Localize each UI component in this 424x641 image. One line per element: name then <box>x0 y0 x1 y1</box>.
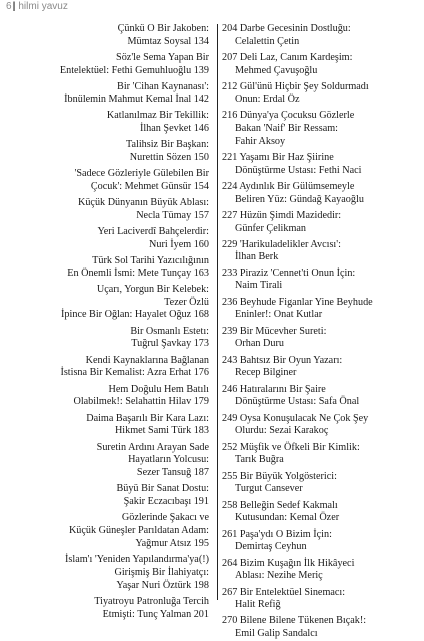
toc-entry-line: Fahir Aksoy <box>235 135 286 147</box>
toc-entry-line: Olurdu: Sezai Karakoç <box>235 425 329 437</box>
toc-entry-line: Olabilmek!: Selahattin Hilav 179 <box>73 396 209 408</box>
toc-entry <box>222 110 422 136</box>
toc-entry-line: Küçük Dünyanın Büyük Ablası: <box>77 196 209 208</box>
toc-entry-line: Etmişti: Tunç Yalman 201 <box>102 608 209 620</box>
toc-entry-line: Beliren Yüz: Gündağ Kayaoğlu <box>235 193 364 205</box>
toc-entry-line: 229 'Harikuladelikler Avcısı': <box>222 238 341 250</box>
toc-entry-line: 258 Belleğin Sedef Kakmalı <box>222 499 338 511</box>
toc-entry-line: 'Sadece Gözleriyle Gülebilen Bir <box>74 167 209 179</box>
toc-entry-line: Demirtaş Ceyhun <box>235 541 307 553</box>
toc-entry-line: Kendi Kaynaklarına Bağlanan <box>85 354 209 366</box>
toc-entry <box>0 384 209 410</box>
toc-entry-line: 239 Bir Mücevher Sureti: <box>222 325 327 337</box>
toc-entry <box>222 81 422 107</box>
toc-entry-line: 252 Müşfik ve Öfkeli Bir Kimlik: <box>222 441 360 453</box>
toc-entry <box>222 136 422 149</box>
toc-entry-line: Sezer Tansuğ 187 <box>136 467 209 479</box>
toc-entry-line: Naim Tirali <box>235 280 283 292</box>
toc-entry <box>0 23 209 49</box>
toc-entry <box>222 23 422 49</box>
toc-entry-line: İlhan Şevket 146 <box>139 122 209 134</box>
toc-entry <box>0 284 209 310</box>
toc-entry <box>0 168 209 194</box>
toc-entry <box>222 210 422 236</box>
toc-entry-line: Mehmed Çavuşoğlu <box>235 64 318 76</box>
toc-entry <box>222 326 422 352</box>
toc-entry-line: Eninler!: Onat Kutlar <box>235 309 323 321</box>
toc-entry-line: 207 Deli Laz, Canım Kardeşim: <box>222 51 353 63</box>
toc-entry <box>222 615 422 641</box>
toc-entry-line: Halit Refiğ <box>235 599 281 611</box>
toc-entry-line: Çünkü O Bir Jakoben: <box>117 23 209 34</box>
toc-entry <box>0 81 209 107</box>
toc-entry-line: 243 Bahtsız Bir Oyun Yazarı: <box>222 354 343 366</box>
toc-entry-line: Gözlerinde Şakacı ve <box>121 512 209 524</box>
toc-entry-line: Necla Tümay 157 <box>136 209 209 221</box>
toc-entry-line: 216 Dünya'ya Çocuksu Gözlerle <box>222 109 355 121</box>
toc-entry-line: Katlanılmaz Bir Tekillik: <box>106 109 209 121</box>
toc-entry-line: Tiyatroyu Patronluğa Tercih <box>94 595 209 607</box>
toc-entry-line: Tuğrul Şavkay 173 <box>131 338 209 350</box>
toc-entry-line: 261 Paşa'ydı O Bizim İçin: <box>222 528 332 540</box>
header-separator-icon: | <box>12 1 16 12</box>
toc-entry <box>0 538 209 551</box>
toc-entry <box>0 483 209 509</box>
toc-entry-line: Bakan 'Naif' Bir Ressam: <box>235 122 338 134</box>
toc-entry <box>0 413 209 439</box>
toc-entry <box>222 558 422 584</box>
toc-entry-line: Hem Doğulu Hem Batılı <box>108 383 209 395</box>
toc-entry <box>222 471 422 497</box>
toc-entry-line: Büyü Bir Sanat Dostu: <box>116 483 209 495</box>
toc-entry <box>222 413 422 439</box>
toc-entry-line: Dönüştürme Ustası: Safa Önal <box>235 396 360 408</box>
toc-entry <box>222 587 422 613</box>
toc-entry-line: 224 Aydınlık Bir Gülümsemeyle <box>222 180 355 192</box>
toc-entry-line: Tarık Buğra <box>235 454 284 466</box>
toc-right-column <box>222 23 422 641</box>
toc-entry <box>222 529 422 555</box>
toc-entry-line: Nurettin Sözen 150 <box>129 151 209 163</box>
page-number: 6 <box>6 1 12 12</box>
toc-entry <box>0 355 209 381</box>
toc-entry-line: Çocuk': Mehmet Günsür 154 <box>90 180 209 192</box>
book-author: hilmi yavuz <box>18 1 68 12</box>
toc-entry-line: Orhan Duru <box>235 338 284 350</box>
toc-entry-line: Daima Başarılı Bir Kara Lazı: <box>86 412 209 424</box>
toc-entry-line: Girişmiş Bir İlahiyatçı: <box>114 566 209 578</box>
toc-entry-line: 233 Piraziz 'Cennet'ti Onun İçin: <box>222 267 356 279</box>
toc-entry-line: Hayatların Yolcusu: <box>128 454 209 466</box>
toc-entry-line: Emil Galip Sandalcı <box>235 628 318 640</box>
toc-entry-line: En Önemli İsmi: Mete Tunçay 163 <box>67 267 209 279</box>
toc-entry <box>0 197 209 223</box>
toc-entry <box>0 226 209 252</box>
toc-entry <box>0 110 209 136</box>
toc-entry-line: 221 Yaşamı Bir Haz Şiirine <box>222 151 334 163</box>
page-header <box>6 0 68 14</box>
toc-entry <box>222 181 422 207</box>
toc-entry-line: 267 Bir Entelektüel Sinemacı: <box>222 586 346 598</box>
toc-entry <box>0 467 209 480</box>
toc-entry-line: Şakir Eczacıbaşı 191 <box>123 496 209 508</box>
toc-left-column <box>0 23 209 622</box>
toc-entry <box>0 52 209 78</box>
toc-entry-line: Günfer Çelikman <box>235 222 307 234</box>
toc-entry-line: Nuri İyem 160 <box>149 238 209 250</box>
toc-entry <box>222 52 422 78</box>
toc-entry <box>222 239 422 265</box>
toc-entry-line: 236 Beyhude Figanlar Yine Beyhude <box>222 296 373 308</box>
toc-entry-line: Celalettin Çetin <box>235 35 300 47</box>
toc-entry-line: 246 Hatıralarını Bir Şaire <box>222 383 326 395</box>
toc-entry-line: Ablası: Nezihe Meriç <box>235 570 323 582</box>
toc-entry <box>0 139 209 165</box>
toc-entry-line: Turgut Cansever <box>235 483 303 495</box>
toc-entry-line: Recep Bilginer <box>235 367 297 379</box>
toc-entry <box>222 268 422 294</box>
toc-entry-line: 264 Bizim Kuşağın İlk Hikâyeci <box>222 557 355 569</box>
toc-entry-line: Bir 'Cihan Kaynanası': <box>117 80 209 92</box>
toc-entry-line: Yağmur Atsız 195 <box>135 537 209 549</box>
toc-entry <box>222 297 422 323</box>
column-divider <box>217 24 218 600</box>
toc-entry <box>0 512 209 538</box>
toc-entry-line: Kutusundan: Kemal Özer <box>235 512 340 524</box>
toc-entry <box>0 554 209 580</box>
toc-entry-line: 204 Darbe Gecesinin Dostluğu: <box>222 23 351 34</box>
toc-entry-line: Türk Sol Tarihi Yazıcılığının <box>92 254 209 266</box>
toc-entry-line: Entelektüel: Fethi Gemuhluoğlu 139 <box>59 64 209 76</box>
toc-entry-line: Küçük Güneşler Parıldatan Adam: <box>68 525 209 537</box>
toc-entry-line: Hikmet Sami Türk 183 <box>114 425 209 437</box>
toc-entry <box>222 500 422 526</box>
toc-entry-line: Yeri Laciverdî Bahçelerdir: <box>97 225 209 237</box>
toc-entry-line: İslam'ı 'Yeniden Yapılandırma'ya(!) <box>65 554 209 566</box>
toc-entry <box>0 580 209 593</box>
toc-entry-line: Uçarı, Yorgun Bir Kelebek: <box>96 283 209 295</box>
toc-entry <box>0 326 209 352</box>
toc-entry <box>222 442 422 468</box>
toc-entry-line: 270 Bilene Bilene Tükenen Bıçak!: <box>222 615 367 627</box>
toc-entry-line: Tezer Özlü <box>164 296 209 308</box>
toc-entry-line: 212 Gül'ünü Hiçbir Şey Soldurmadı <box>222 80 369 92</box>
toc-entry <box>0 309 209 322</box>
toc-entry <box>222 355 422 381</box>
toc-entry-line: Mümtaz Soysal 134 <box>127 35 209 47</box>
toc-entry <box>0 442 209 468</box>
toc-entry-line: İstisna Bir Kemalist: Azra Erhat 176 <box>60 367 209 379</box>
toc-entry-line: Dönüştürme Ustası: Fethi Naci <box>235 164 362 176</box>
toc-entry <box>0 255 209 281</box>
toc-entry-line: 227 Hüzün Şimdi Mazidedir: <box>222 209 342 221</box>
toc-entry-line: Suretin Ardını Arayan Sade <box>96 441 209 453</box>
toc-entry-line: Talihsiz Bir Başkan: <box>125 138 209 150</box>
toc-entry-line: 249 Oysa Konuşulacak Ne Çok Şey <box>222 412 369 424</box>
toc-entry-line: İpince Bir Oğlan: Hayalet Oğuz 168 <box>61 309 209 321</box>
toc-entry <box>222 152 422 178</box>
toc-entry-line: Söz'le Sema Yapan Bir <box>116 51 209 63</box>
toc-entry-line: 255 Bir Büyük Yolgösterici: <box>222 470 337 482</box>
toc-entry-line: Yaşar Nuri Öztürk 198 <box>116 579 209 591</box>
toc-entry-line: Bir Osmanlı Estetı: <box>130 325 209 337</box>
toc-entry-line: İbnülemin Mahmut Kemal İnal 142 <box>64 93 209 105</box>
toc-entry <box>222 384 422 410</box>
toc-entry-line: Onun: Erdal Öz <box>235 93 300 105</box>
toc-entry-line: İlhan Berk <box>235 251 279 263</box>
